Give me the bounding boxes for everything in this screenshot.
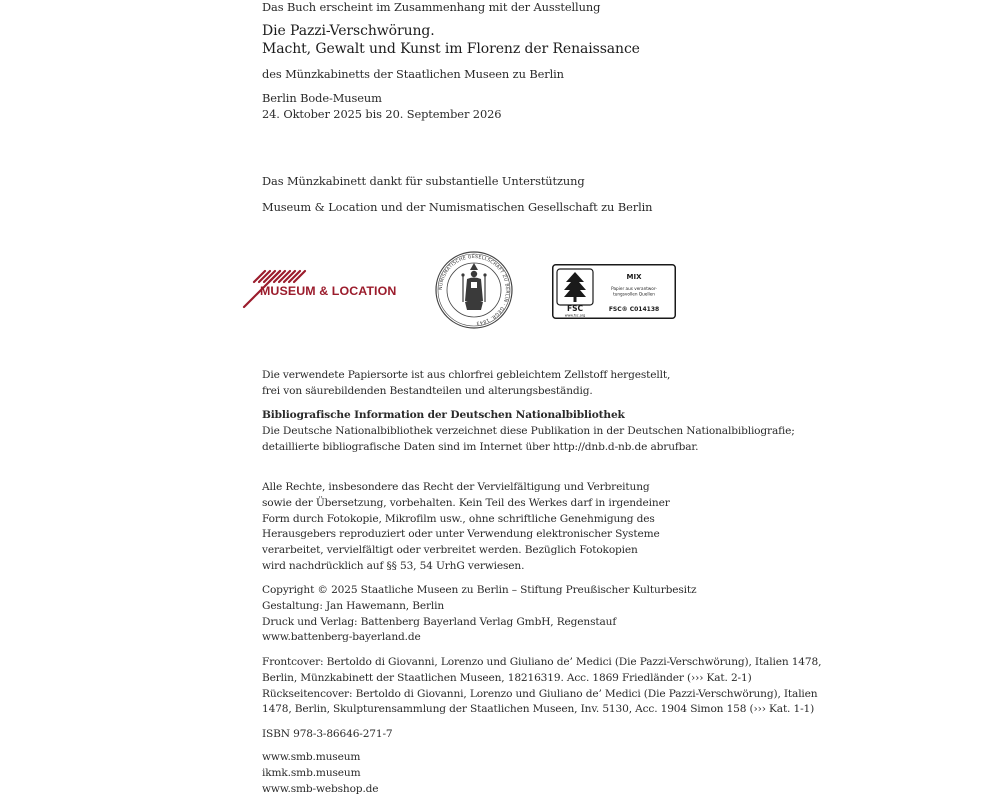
paper-note (262, 368, 802, 400)
exhibition-intro: Das Buch erscheint im Zusammenhang mit der Ausstellung (262, 0, 601, 14)
cover-credits (262, 655, 822, 718)
fsc-text-line-2: tungsvollen Quellen (613, 291, 655, 297)
museum-location-logo (242, 268, 410, 312)
thanks-block (262, 174, 802, 190)
copyright-line: Copyright © 2025 Staatliche Museen zu Berlin – Stiftung Preußischer Kulturbesitz (262, 584, 697, 596)
rights-notice (262, 480, 802, 575)
isbn: ISBN 978-3-86646-271-7 (262, 728, 393, 740)
museum-location-wordmark: MUSEUM & LOCATION (260, 284, 397, 298)
ikmk-link[interactable]: ikmk.smb.museum (262, 766, 361, 779)
paper-line-1: Die verwendete Papiersorte ist aus chlorfrei gebleichtem Zellstoff hergestellt, (262, 369, 671, 381)
exhibition-title (262, 22, 802, 58)
numismatic-society-seal (434, 250, 514, 330)
bibliographic-heading: Bibliografische Information der Deutschen Nationalbibliothek (262, 409, 625, 421)
rights-line-5: verarbeitet, vervielfältigt oder verbreitet werden. Bezüglich Fotokopien (262, 544, 638, 557)
exhibition-organizer-block (262, 67, 802, 83)
exhibition-title-line-1: Die Pazzi-Verschwörung. (262, 23, 435, 39)
webshop-link[interactable]: www.smb-webshop.de (262, 782, 379, 795)
bibliographic-line-2: detaillierte bibliografische Daten sind im Internet über http://dnb.d-nb.de abrufbar. (262, 440, 699, 453)
exhibition-intro-block (262, 0, 802, 16)
cover-line-4: 1478, Berlin, Skulpturensammlung der Staatlichen Museen, Inv. 5130, Acc. 1904 Simon 158 (››› Kat. 1-1) (262, 703, 815, 716)
rights-line-4: Herausgebers reproduziert oder unter Verwendung elektronischer Systeme (262, 528, 660, 541)
rights-line-2: sowie der Übersetzung, vorbehalten. Kein Teil des Werkes darf in irgendeiner (262, 496, 670, 509)
fsc-web: www.fsc.org (564, 313, 586, 318)
isbn-block (262, 727, 802, 743)
cover-line-2: Berlin, Münzkabinett der Staatlichen Museen, 18216319. Acc. 1869 Friedländer (››› Kat. 2-1) (262, 671, 752, 684)
thanks-line-1: Das Münzkabinett dankt für substantielle Unterstützung (262, 174, 585, 188)
cover-line-3: Rückseitencover: Bertoldo di Giovanni, Lorenzo und Giuliano de’ Medici (Die Pazzi-Verschwörung), Italien (262, 687, 818, 700)
rights-line-1: Alle Rechte, insbesondere das Recht der Vervielfältigung und Verbreitung (262, 481, 650, 493)
smb-link[interactable]: www.smb.museum (262, 751, 361, 763)
exhibition-venue: Berlin Bode-Museum (262, 91, 382, 105)
exhibition-title-line-2: Macht, Gewalt und Kunst im Florenz der Renaissance (262, 41, 640, 57)
paper-line-2: frei von säurebildenden Bestandteilen und alterungsbeständig. (262, 384, 593, 397)
design-credit: Gestaltung: Jan Hawemann, Berlin (262, 599, 445, 612)
cover-line-1: Frontcover: Bertoldo di Giovanni, Lorenzo und Giuliano de’ Medici (Die Pazzi-Verschwörung), Italien 1478, (262, 656, 822, 668)
exhibition-venue-block (262, 91, 802, 122)
credits (262, 583, 802, 646)
rights-line-6: wird nachdrücklich auf §§ 53, 54 UrhG verwiesen. (262, 559, 525, 572)
fsc-tree-icon (557, 269, 593, 305)
bibliographic-info (262, 408, 802, 455)
exhibition-dates: 24. Oktober 2025 bis 20. September 2026 (262, 106, 502, 121)
fsc-text-line-1: Papier aus verantwor- (611, 286, 657, 291)
publisher-credit: Druck und Verlag: Battenberg Bayerland Verlag GmbH, Regenstauf (262, 615, 617, 628)
publisher-website: www.battenberg-bayerland.de (262, 631, 421, 644)
bibliographic-line-1: Die Deutsche Nationalbibliothek verzeichnet diese Publikation in der Deutschen Nationalbibliografie; (262, 424, 795, 437)
rights-line-3: Form durch Fotokopie, Mikrofilm usw., ohne schriftliche Genehmigung des (262, 512, 655, 525)
seal-inscription: NUMISMATISCHE GESELLSCHAFT ZU BERLIN · GEGR. 1843 (438, 254, 510, 325)
fsc-code: FSC® C014138 (608, 306, 660, 313)
fsc-label: FSC (566, 304, 584, 313)
sponsors-block (262, 200, 802, 216)
fsc-mix: MIX (626, 273, 642, 281)
thanks-line-2: Museum & Location und der Numismatischen Gesellschaft zu Berlin (262, 200, 653, 214)
web-links (262, 750, 802, 797)
exhibition-organizer: des Münzkabinetts der Staatlichen Museen zu Berlin (262, 67, 564, 81)
fsc-logo (552, 264, 676, 320)
